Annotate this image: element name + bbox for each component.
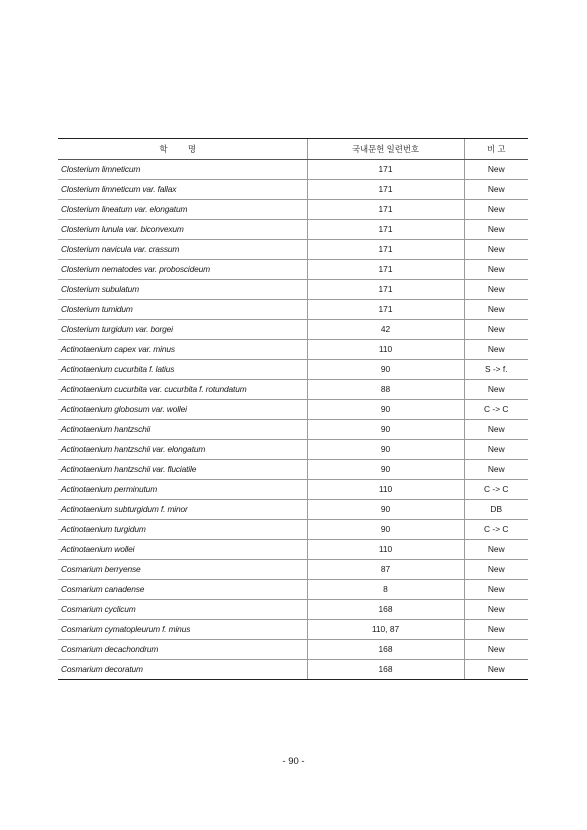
table-row <box>58 300 528 320</box>
species-table <box>58 138 528 680</box>
reference-number-cell: 90 <box>307 520 464 540</box>
species-name-cell: Actinotaenium subturgidum f. minor <box>58 500 307 520</box>
reference-number-cell: 90 <box>307 440 464 460</box>
remark-cell: DB <box>464 500 528 520</box>
remark-cell: New <box>464 180 528 200</box>
table-row <box>58 260 528 280</box>
remark-cell: New <box>464 660 528 680</box>
species-name-cell: Actinotaenium wollei <box>58 540 307 560</box>
reference-number-cell: 8 <box>307 580 464 600</box>
table-row <box>58 360 528 380</box>
remark-cell: New <box>464 300 528 320</box>
remark-cell: New <box>464 160 528 180</box>
remark-cell: S -> f. <box>464 360 528 380</box>
species-name-cell: Actinotaenium hantzschii var. elongatum <box>58 440 307 460</box>
species-name-cell: Closterium lunula var. biconvexum <box>58 220 307 240</box>
remark-cell: C -> C <box>464 400 528 420</box>
remark-cell: New <box>464 340 528 360</box>
species-name-cell: Closterium tumidum <box>58 300 307 320</box>
remark-cell: New <box>464 240 528 260</box>
remark-cell: New <box>464 560 528 580</box>
reference-number-cell: 110 <box>307 340 464 360</box>
species-name-cell: Closterium limneticum var. fallax <box>58 180 307 200</box>
table-row <box>58 580 528 600</box>
species-name-cell: Actinotaenium perminutum <box>58 480 307 500</box>
species-name-cell: Closterium nematodes var. proboscideum <box>58 260 307 280</box>
remark-cell: New <box>464 620 528 640</box>
remark-cell: New <box>464 280 528 300</box>
species-name-cell: Closterium subulatum <box>58 280 307 300</box>
remark-cell: C -> C <box>464 480 528 500</box>
table-row <box>58 500 528 520</box>
species-name-cell: Cosmarium decoratum <box>58 660 307 680</box>
species-table-container <box>58 138 528 680</box>
species-name-cell: Actinotaenium hantzschii <box>58 420 307 440</box>
table-row <box>58 380 528 400</box>
table-row <box>58 400 528 420</box>
species-name-cell: Actinotaenium globosum var. wollei <box>58 400 307 420</box>
remark-cell: New <box>464 440 528 460</box>
species-name-cell: Actinotaenium cucurbita f. latius <box>58 360 307 380</box>
reference-number-cell: 171 <box>307 160 464 180</box>
reference-number-cell: 87 <box>307 560 464 580</box>
species-name-cell: Actinotaenium hantzschii var. fluciatile <box>58 460 307 480</box>
table-row <box>58 420 528 440</box>
table-row <box>58 180 528 200</box>
table-row <box>58 220 528 240</box>
remark-cell: New <box>464 200 528 220</box>
remark-cell: New <box>464 420 528 440</box>
header-row <box>58 139 528 160</box>
reference-number-cell: 171 <box>307 260 464 280</box>
reference-number-cell: 171 <box>307 280 464 300</box>
reference-number-cell: 90 <box>307 360 464 380</box>
species-name-cell: Cosmarium decachondrum <box>58 640 307 660</box>
remark-cell: New <box>464 580 528 600</box>
table-row <box>58 240 528 260</box>
table-row <box>58 560 528 580</box>
reference-number-cell: 168 <box>307 640 464 660</box>
species-name-cell: Actinotaenium turgidum <box>58 520 307 540</box>
reference-number-cell: 168 <box>307 660 464 680</box>
table-header <box>58 139 528 160</box>
reference-number-cell: 171 <box>307 300 464 320</box>
species-name-cell: Actinotaenium cucurbita var. cucurbita f. rotundatum <box>58 380 307 400</box>
table-row <box>58 600 528 620</box>
remark-cell: New <box>464 260 528 280</box>
species-name-cell: Actinotaenium capex var. minus <box>58 340 307 360</box>
table-row <box>58 320 528 340</box>
table-row <box>58 200 528 220</box>
reference-number-cell: 171 <box>307 200 464 220</box>
species-name-cell: Cosmarium cyclicum <box>58 600 307 620</box>
reference-number-cell: 110 <box>307 540 464 560</box>
reference-number-cell: 90 <box>307 420 464 440</box>
header-scientific-name: 학 명 <box>58 139 307 160</box>
table-row <box>58 520 528 540</box>
remark-cell: New <box>464 600 528 620</box>
table-row <box>58 340 528 360</box>
reference-number-cell: 110, 87 <box>307 620 464 640</box>
reference-number-cell: 90 <box>307 460 464 480</box>
remark-cell: New <box>464 540 528 560</box>
reference-number-cell: 171 <box>307 180 464 200</box>
table-row <box>58 280 528 300</box>
reference-number-cell: 42 <box>307 320 464 340</box>
species-name-cell: Cosmarium cymatopleurum f. minus <box>58 620 307 640</box>
header-remarks: 비 고 <box>464 139 528 160</box>
header-reference-number: 국내문헌 일련번호 <box>307 139 464 160</box>
remark-cell: C -> C <box>464 520 528 540</box>
table-row <box>58 640 528 660</box>
remark-cell: New <box>464 640 528 660</box>
page-number: - 90 - <box>282 756 305 767</box>
species-name-cell: Cosmarium berryense <box>58 560 307 580</box>
species-name-cell: Cosmarium canadense <box>58 580 307 600</box>
reference-number-cell: 171 <box>307 220 464 240</box>
remark-cell: New <box>464 320 528 340</box>
table-row <box>58 660 528 680</box>
table-row <box>58 460 528 480</box>
reference-number-cell: 88 <box>307 380 464 400</box>
species-name-cell: Closterium turgidum var. borgei <box>58 320 307 340</box>
table-row <box>58 480 528 500</box>
reference-number-cell: 90 <box>307 400 464 420</box>
species-name-cell: Closterium limneticum <box>58 160 307 180</box>
remark-cell: New <box>464 380 528 400</box>
reference-number-cell: 171 <box>307 240 464 260</box>
species-name-cell: Closterium lineatum var. elongatum <box>58 200 307 220</box>
table-row <box>58 160 528 180</box>
table-row <box>58 540 528 560</box>
table-row <box>58 440 528 460</box>
table-row <box>58 620 528 640</box>
reference-number-cell: 90 <box>307 500 464 520</box>
remark-cell: New <box>464 220 528 240</box>
reference-number-cell: 168 <box>307 600 464 620</box>
reference-number-cell: 110 <box>307 480 464 500</box>
remark-cell: New <box>464 460 528 480</box>
species-name-cell: Closterium navicula var. crassum <box>58 240 307 260</box>
table-body <box>58 160 528 680</box>
